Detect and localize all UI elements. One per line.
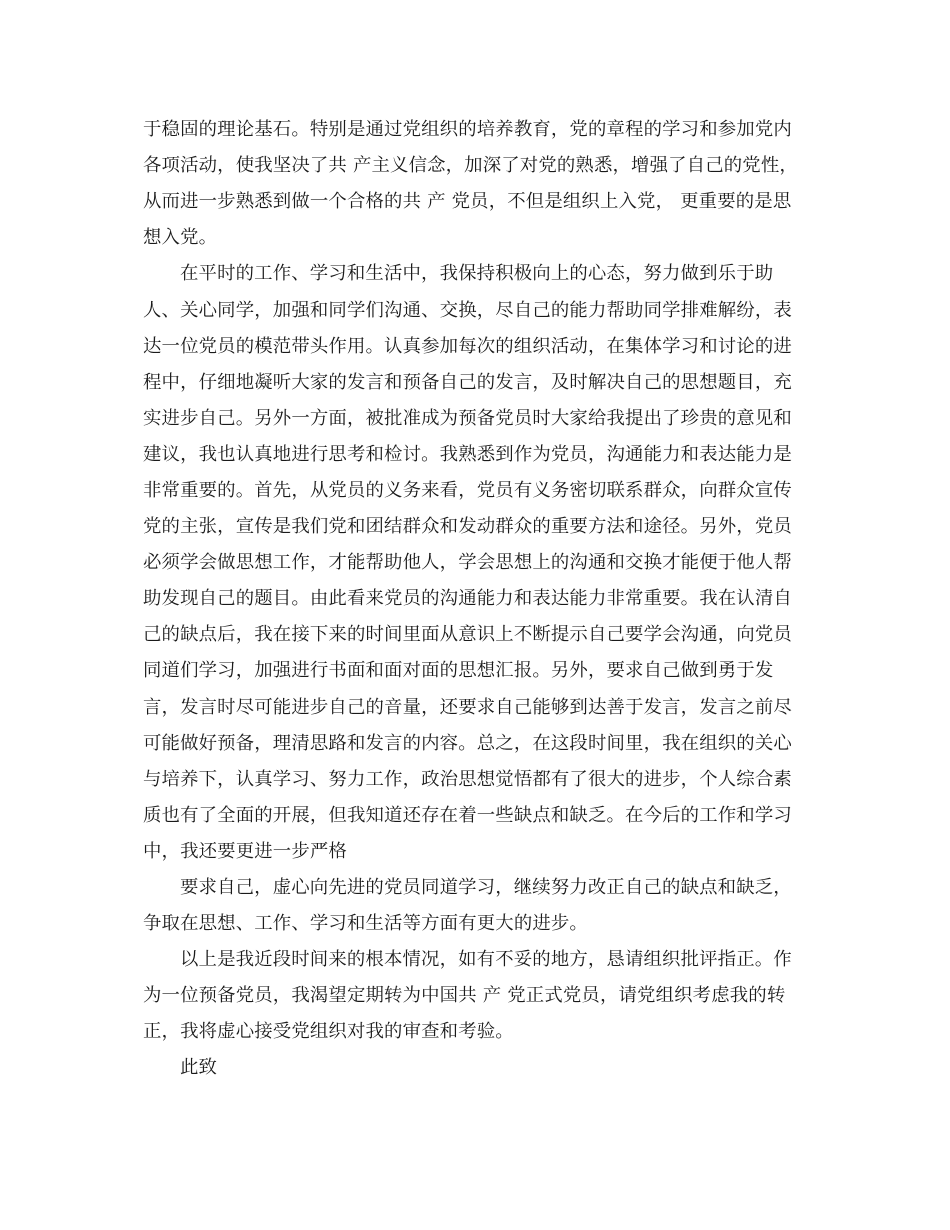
- text-line: 于稳固的理论基石。特别是通过党组织的培养教育，党的章程的学习和参加党内: [143, 119, 792, 140]
- text-line: 建议，我也认真地进行思考和检讨。我熟悉到作为党员，沟通能力和表达能力是: [143, 444, 792, 465]
- text-line: 中，我还要更进一步严格: [143, 841, 347, 862]
- text-line: 党的主张，宣传是我们党和团结群众和发动群众的重要方法和途径。另外，党员: [143, 516, 792, 537]
- text-line: 实进步自己。另外一方面，被批准成为预备党员时大家给我提出了珍贵的意见和: [143, 408, 792, 429]
- text-line: 达一位党员的模范带头作用。认真参加每次的组织活动，在集体学习和讨论的进: [143, 336, 792, 357]
- text-line: 己的缺点后，我在接下来的时间里面从意识上不断提示自己要学会沟通，向党员: [143, 624, 792, 645]
- text-line: 程中，仔细地凝听大家的发言和预备自己的发言，及时解决自己的思想题目，充: [143, 372, 792, 393]
- text-line: 质也有了全面的开展，但我知道还存在着一些缺点和缺乏。在今后的工作和学习: [143, 805, 792, 826]
- text-line: 同道们学习，加强进行书面和面对面的思想汇报。另外，要求自己做到勇于发: [143, 660, 774, 681]
- text-line: 为一位预备党员，我渴望定期转为中国共 产 党正式党员，请党组织考虑我的转: [143, 985, 786, 1006]
- text-line: 与培养下，认真学习、努力工作，政治思想觉悟都有了很大的进步，个人综合素: [143, 769, 792, 790]
- text-line: 各项活动，使我坚决了共 产主义信念，加深了对党的熟悉，增强了自己的党性，: [143, 155, 798, 176]
- paragraph-first-line: 在平时的工作、学习和生活中，我保持积极向上的心态，努力做到乐于助: [180, 263, 774, 284]
- text-line: 助发现自己的题目。由此看来党员的沟通能力和表达能力非常重要。我在认清自: [143, 588, 792, 609]
- text-line: 争取在思想、工作、学习和生活等方面有更大的进步。: [143, 913, 588, 934]
- paragraph-first-line: 要求自己，虚心向先进的党员同道学习，继续努力改正自己的缺点和缺乏，: [180, 877, 792, 898]
- text-line: 正，我将虚心接受党组织对我的审查和考验。: [143, 1021, 514, 1042]
- text-line: 想入党。: [143, 227, 218, 248]
- text-line: 人、关心同学，加强和同学们沟通、交换，尽自己的能力帮助同学排难解纷，表: [143, 300, 792, 321]
- text-line: 必须学会做思想工作，才能帮助他人，学会思想上的沟通和交换才能便于他人帮: [143, 552, 792, 573]
- text-line: 从而进一步熟悉到做一个合格的共 产 党员，不但是组织上入党， 更重要的是思: [143, 191, 792, 212]
- text-line: 言，发言时尽可能进步自己的音量，还要求自己能够到达善于发言，发言之前尽: [143, 697, 792, 718]
- text-line: 非常重要的。首先，从党员的义务来看，党员有义务密切联系群众，向群众宣传: [143, 480, 792, 501]
- paragraph-first-line: 以上是我近段时间来的根本情况，如有不妥的地方，恳请组织批评指正。作: [180, 949, 792, 970]
- closing-salutation: 此致: [180, 1057, 218, 1078]
- text-line: 可能做好预备，理清思路和发言的内容。总之，在这段时间里，我在组织的关心: [143, 733, 792, 754]
